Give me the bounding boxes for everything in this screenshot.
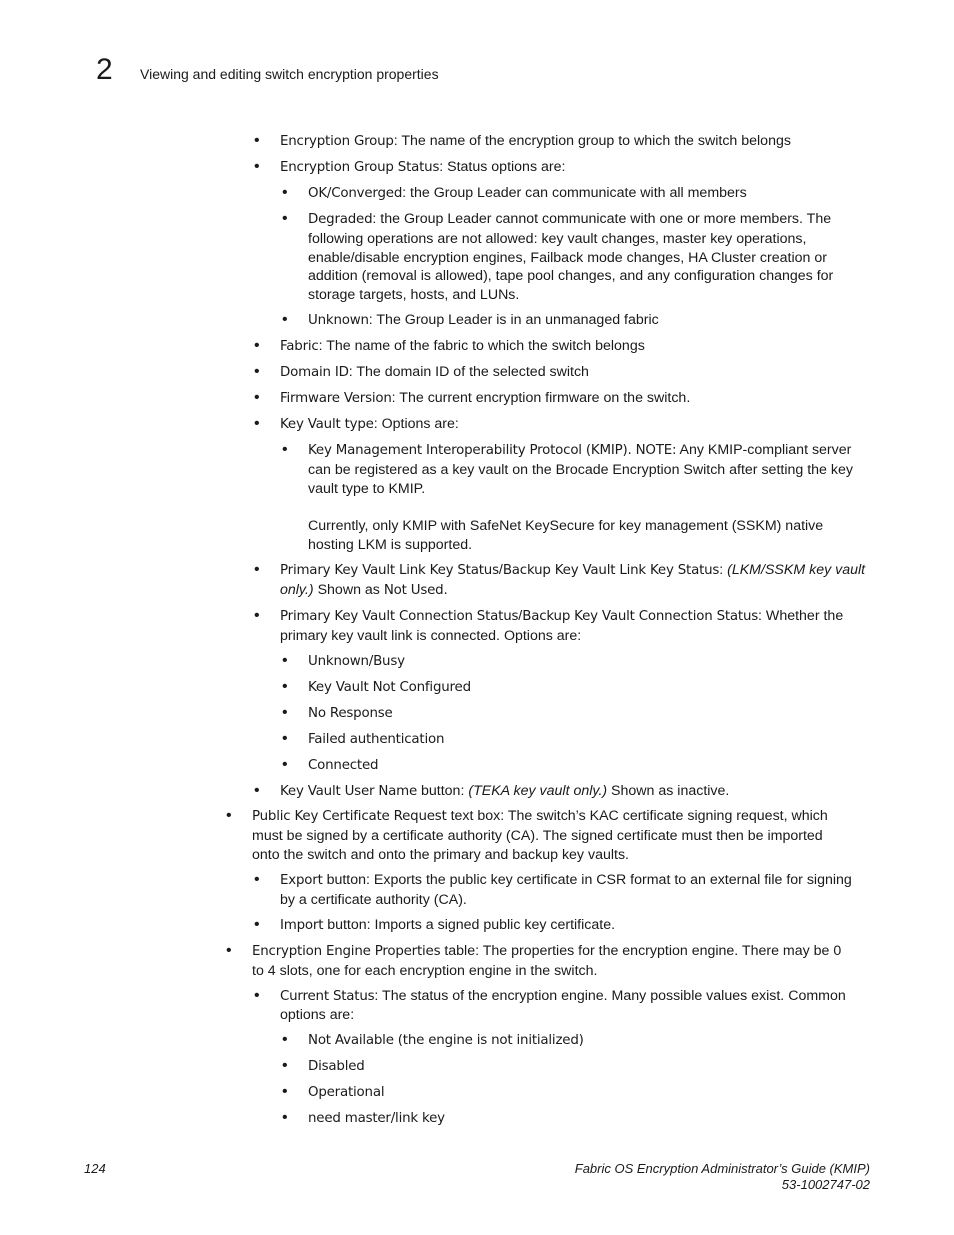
description: : Whether the primary key vault link is connected. Options are: bbox=[280, 607, 844, 644]
description: button: bbox=[417, 782, 469, 799]
term: Firmware Version bbox=[280, 391, 392, 407]
list-item-status-option bbox=[0, 1057, 870, 1077]
term: need master/link key bbox=[308, 1111, 445, 1127]
bullet-icon: • bbox=[282, 209, 288, 227]
term: Backup Key Vault Connection Status bbox=[522, 608, 759, 624]
list-item-export bbox=[0, 871, 870, 910]
bullet-icon: • bbox=[254, 157, 260, 175]
bullet-icon: • bbox=[254, 363, 260, 381]
list-item-connection-option bbox=[0, 678, 870, 698]
list-item-connection-option bbox=[0, 652, 870, 672]
term: Disabled bbox=[308, 1059, 365, 1075]
list-item-status-option bbox=[0, 1031, 870, 1051]
bullet-icon: • bbox=[254, 915, 260, 933]
description: : Status options are: bbox=[439, 158, 566, 175]
bullet-icon: • bbox=[282, 441, 288, 459]
term: Key Vault Not Configured bbox=[308, 679, 471, 695]
list-item-link-key-status bbox=[0, 561, 870, 601]
description: : The domain ID of the selected switch bbox=[348, 364, 589, 381]
list-item-connection-option bbox=[0, 756, 870, 776]
list-item-ok-converged bbox=[0, 184, 870, 204]
bullet-icon: • bbox=[254, 871, 260, 889]
bullet-icon: • bbox=[254, 337, 260, 355]
description: table: The properties for the encryption engine. There may be 0 to 4 slots, one for each encryption engine in the switch. bbox=[252, 942, 842, 979]
term: Fabric bbox=[280, 339, 319, 355]
term: Import bbox=[280, 917, 324, 933]
description: : the Group Leader cannot communicate with one or more members. The following operations are not allowed: key vault changes, master key operations, enable/disable encryption engines, Failback mode changes, HA Cluster creation or addition (removal is allowed), tape pool changes, and any configuration changes for storage targets, hosts, and LUNs. bbox=[308, 210, 834, 304]
description: : The Group Leader is in an unmanaged fabric bbox=[368, 312, 659, 329]
term: Encryption Engine Properties bbox=[252, 943, 441, 959]
description: Shown as bbox=[313, 581, 384, 598]
note-paragraph: Currently, only KMIP with SafeNet KeySecure for key management (SSKM) native hosting LKM is supported. bbox=[308, 518, 824, 554]
bullet-icon: • bbox=[282, 651, 288, 669]
bullet-icon: • bbox=[282, 1083, 288, 1101]
list-item-unknown bbox=[0, 311, 870, 331]
term: Connected bbox=[308, 757, 379, 773]
running-header-title: Viewing and editing switch encryption properties bbox=[140, 66, 439, 82]
list-item-import bbox=[0, 916, 870, 936]
separator: / bbox=[518, 607, 523, 624]
term: Unknown/Busy bbox=[308, 653, 405, 669]
list-item-key-vault-user-name bbox=[0, 782, 870, 802]
term: Operational bbox=[308, 1085, 385, 1101]
description: text box: The switch’s KAC certificate signing request, which must be signed by a certificate authority (CA). The signed certificate must then be imported onto the switch and onto the primary and backup key vaults. bbox=[252, 808, 828, 864]
description: Any KMIP-compliant server can be registered as a key vault on the Brocade Encryption Switch after setting the key vault type to KMIP. bbox=[308, 442, 853, 497]
bullet-icon: • bbox=[254, 132, 260, 149]
list-item-connection-option bbox=[0, 704, 870, 724]
page-body bbox=[0, 132, 954, 1135]
list-item-current-status bbox=[0, 987, 870, 1026]
term: Current Status bbox=[280, 988, 375, 1004]
list-item-domain-id bbox=[0, 363, 870, 383]
bullet-icon: • bbox=[254, 389, 260, 407]
description: button: Imports a signed public key certificate. bbox=[323, 916, 616, 933]
bullet-icon: • bbox=[226, 807, 232, 825]
list-item-degraded bbox=[0, 210, 870, 305]
bullet-icon: • bbox=[254, 606, 260, 624]
bullet-icon: • bbox=[254, 415, 260, 433]
term: Degraded bbox=[308, 211, 373, 227]
list-item-connection-option bbox=[0, 730, 870, 750]
list-item-fabric bbox=[0, 337, 870, 357]
list-item-status-option bbox=[0, 1109, 870, 1129]
chapter-number: 2 bbox=[96, 53, 113, 86]
term: Key Vault User Name bbox=[280, 783, 418, 799]
bullet-icon: • bbox=[282, 1031, 288, 1049]
bullet-icon: • bbox=[254, 986, 260, 1004]
description: : The current encryption firmware on the switch. bbox=[391, 390, 691, 407]
list-item-public-key-certificate-request bbox=[0, 807, 852, 864]
list-item-encryption-engine-properties bbox=[0, 942, 852, 981]
list-item-firmware-version bbox=[0, 389, 870, 409]
term: Unknown bbox=[308, 313, 369, 329]
bullet-icon: • bbox=[282, 311, 288, 329]
bullet-icon: • bbox=[282, 1109, 288, 1127]
term: Primary Key Vault Link Key Status bbox=[280, 563, 499, 579]
page-number: 124 bbox=[84, 1161, 106, 1176]
book-title: Fabric OS Encryption Administrator’s Guide (KMIP) bbox=[574, 1161, 870, 1176]
term: Not Available (the engine is not initialized) bbox=[308, 1033, 584, 1049]
document-number: 53-1002747-02 bbox=[781, 1177, 870, 1192]
description: : the Group Leader can communicate with all members bbox=[402, 184, 747, 201]
description: : The status of the encryption engine. Many possible values exist. Common options are: bbox=[280, 987, 846, 1024]
term: Failed authentication bbox=[308, 731, 445, 747]
bullet-icon: • bbox=[282, 183, 288, 201]
list-item-kmip bbox=[0, 441, 870, 555]
description: : The name of the fabric to which the switch belongs bbox=[318, 338, 645, 355]
term: Key Vault type bbox=[280, 417, 374, 433]
term: Public Key Certificate Request bbox=[252, 809, 447, 825]
separator: / bbox=[498, 562, 503, 579]
italic-note: (TEKA key vault only.) bbox=[468, 782, 608, 799]
colon: : bbox=[719, 562, 728, 579]
term: Backup Key Vault Link Key Status bbox=[502, 563, 720, 579]
term: Domain ID bbox=[280, 365, 349, 381]
list-item-key-vault-type bbox=[0, 415, 870, 435]
bullet-icon: • bbox=[282, 703, 288, 721]
bullet-icon: • bbox=[254, 561, 260, 579]
list-item-encryption-group bbox=[0, 132, 870, 152]
bullet-icon: • bbox=[282, 677, 288, 695]
description: button: Exports the public key certificate in CSR format to an external file for signing by a certificate authority (CA). bbox=[280, 872, 852, 908]
term: Key Management Interoperability Protocol (KMIP). NOTE: bbox=[308, 443, 677, 459]
list-item-status-option bbox=[0, 1083, 870, 1103]
description: : Options are: bbox=[373, 416, 459, 433]
term: No Response bbox=[308, 705, 393, 721]
bullet-icon: • bbox=[226, 941, 232, 959]
description: Shown as inactive. bbox=[607, 782, 730, 799]
term: Export bbox=[280, 873, 323, 889]
list-item-encryption-group-status bbox=[0, 158, 870, 178]
italic-note: (LKM/SSKM key vault only.) bbox=[280, 562, 866, 598]
footer-book-info bbox=[575, 1161, 870, 1193]
bullet-icon: • bbox=[282, 729, 288, 747]
term: Not Used. bbox=[383, 582, 448, 598]
term: OK/Converged bbox=[308, 185, 403, 201]
list-item-connection-status bbox=[0, 607, 870, 646]
bullet-icon: • bbox=[282, 755, 288, 773]
term: Encryption Group Status bbox=[280, 159, 440, 175]
bullet-icon: • bbox=[282, 1057, 288, 1075]
term: Primary Key Vault Connection Status bbox=[280, 608, 519, 624]
description: : The name of the encryption group to which the switch belongs bbox=[393, 133, 791, 149]
bullet-icon: • bbox=[254, 781, 260, 799]
term: Encryption Group bbox=[280, 134, 394, 149]
